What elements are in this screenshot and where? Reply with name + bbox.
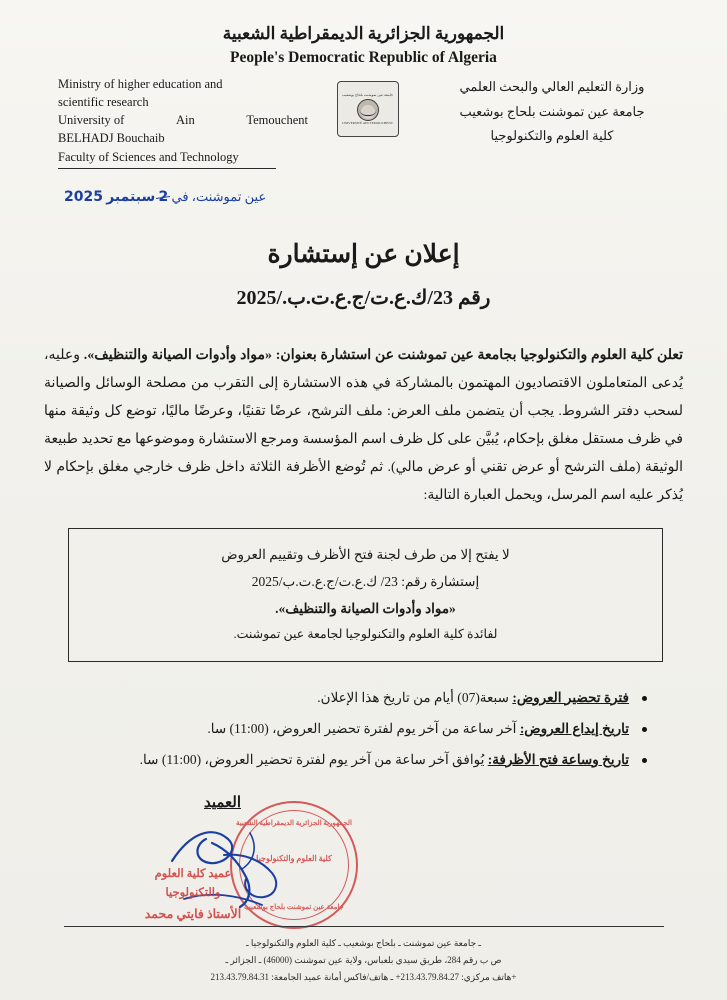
university-name-line: BELHADJ Bouchaib — [58, 131, 165, 146]
university-logo-icon — [337, 81, 399, 137]
university-arabic-line: جامعة عين تموشنت بلحاج بوشعيب — [459, 103, 645, 119]
logo-emblem-icon — [351, 98, 385, 120]
list-item — [54, 744, 649, 775]
republic-title-english: People's Democratic Republic of Algeria — [230, 49, 497, 66]
logo-top-text: جامعة عين تموشنت بلحاج بوشعيب — [341, 92, 394, 97]
list-item — [54, 682, 649, 713]
stamp-sign-line-2: والتكنولوجيا — [165, 887, 221, 900]
envelope-inscription-box — [68, 528, 663, 662]
footer-line-2: ص ب رقم 284، طريق سيدي بلعباس، ولاية عين تموشنت (46000) ـ الجزائر ـ — [225, 954, 502, 965]
list-item — [54, 713, 649, 744]
deadline-label: فترة تحضير العروض: — [512, 689, 629, 705]
dateline-month: سبتمبر — [106, 188, 156, 205]
faculty-line: Faculty of Sciences and Technology — [58, 149, 239, 164]
stamp-bottom-text: جامعة عين تموشنت بلحاج بوشعيب — [244, 902, 344, 911]
stamp-signature-text — [88, 865, 298, 925]
envelope-line-2: إستشارة رقم: 23/ ك.ع.ت/ج.ع.ت.ب/2025 — [251, 573, 480, 589]
deadline-label: تاريخ وساعة فتح الأظرفة: — [487, 751, 629, 767]
university-line — [58, 111, 308, 129]
logo-bottom-text: UNIVERSITÉ AIN TEMOUCHENT — [342, 121, 393, 126]
ministry-line-2: scientific research — [58, 95, 149, 110]
republic-title-arabic: الجمهورية الجزائرية الديمقراطية الشعبية — [222, 24, 505, 43]
stamp-top-text: الجمهورية الجزائرية الديمقراطية الشعبية — [236, 818, 352, 827]
logo-container — [313, 75, 423, 137]
envelope-line-1: لا يفتح إلا من طرف لجنة فتح الأظرف وتقييم العروض — [221, 546, 510, 562]
dateline — [34, 189, 693, 205]
dateline-day: 2 — [158, 188, 169, 205]
institution-identity-block — [34, 75, 693, 169]
university-line-part-3: Temouchent — [246, 113, 308, 128]
header-divider — [58, 168, 276, 169]
university-line-part-1: University of — [58, 113, 125, 128]
body-paragraph-part-2: وعليه، يُدعى المتعاملون الاقتصاديون المهتمون بالمشاركة في هذه الاستشارة إلى التقرب من مصلحة الوسائل والصيانة لسحب دفتر الشروط. يجب أن يتضمن ملف العرض: ملف الترشح، عرضًا تقنيًا، وعرضًا ماليًا، توضع كل وثيقة منها في ظرف مستقل مغلق بإحكام، يُبيَّن على كل ظرف اسم المؤسسة ومرجع الاستشارة وموضوعها مع تحديد طبيعة الوثيقة (ملف الترشح أو عرض تقني أو عرض مالي). ثم تُوضع الأظرفة الثلاثة داخل ظرف خارجي مغلق بإحكام لا يُذكر عليه اسم المرسل، ويحمل العبارة التالية: — [44, 347, 683, 503]
announcement-title: إعلان عن إستشارة — [267, 240, 460, 268]
announcement-reference: رقم 23/ك.ع.ت/ج.ع.ت.ب./2025 — [236, 286, 491, 309]
stamp-sign-line-3: الأستاذ فايتي محمد — [144, 906, 242, 921]
envelope-line-4: لفائدة كلية العلوم والتكنولوجيا لجامعة عين تموشنت. — [233, 626, 498, 641]
document-footer — [34, 926, 693, 986]
ministry-line-1: Ministry of higher education and — [58, 77, 223, 91]
dateline-prefix: عين تموشنت، في — [171, 188, 267, 204]
footer-divider — [64, 926, 664, 927]
faculty-arabic-line: كلية العلوم والتكنولوجيا — [490, 128, 614, 144]
deadline-text: آخر ساعة من آخر يوم لفترة تحضير العروض، (11:00) سا. — [207, 720, 517, 736]
envelope-line-3: «مواد وأدوات الصيانة والتنظيف». — [275, 600, 456, 616]
deadline-text: يُوافق آخر ساعة من آخر يوم لفترة تحضير العروض، (11:00) سا. — [139, 751, 485, 767]
institution-arabic-block — [427, 75, 693, 149]
deadlines-list — [54, 682, 649, 775]
body-paragraph-part-1: تعلن كلية العلوم والتكنولوجيا بجامعة عين تموشنت عن استشارة بعنوان: «مواد وأدوات الصيانة والتنظيف». — [83, 347, 684, 363]
ministry-arabic-line: وزارة التعليم العالي والبحث العلمي — [459, 79, 645, 94]
deadline-text: سبعة(07) أيام من تاريخ هذا الإعلان. — [317, 689, 509, 705]
dateline-year: 2025 — [64, 188, 103, 205]
deadline-label: تاريخ إيداع العروض: — [519, 720, 629, 736]
stamp-sign-line-1: عميد كلية العلوم — [154, 867, 232, 880]
university-line-part-2: Ain — [175, 113, 195, 128]
stamp-middle-text: كلية العلوم والتكنولوجيا — [256, 853, 332, 863]
signature-title: العميد — [203, 794, 241, 811]
institution-english-block — [34, 75, 308, 169]
body-paragraph — [44, 342, 683, 510]
footer-line-3: هاتف مركزي: 213.43.79.84.27+ ـ هاتف/فاكس أمانة عميد الجامعة: 213.43.79.84.31+ — [210, 971, 517, 982]
footer-line-1: ـ جامعة عين تموشنت ـ بلحاج بوشعيب ـ كلية العلوم والتكنولوجيا ـ — [245, 937, 482, 948]
